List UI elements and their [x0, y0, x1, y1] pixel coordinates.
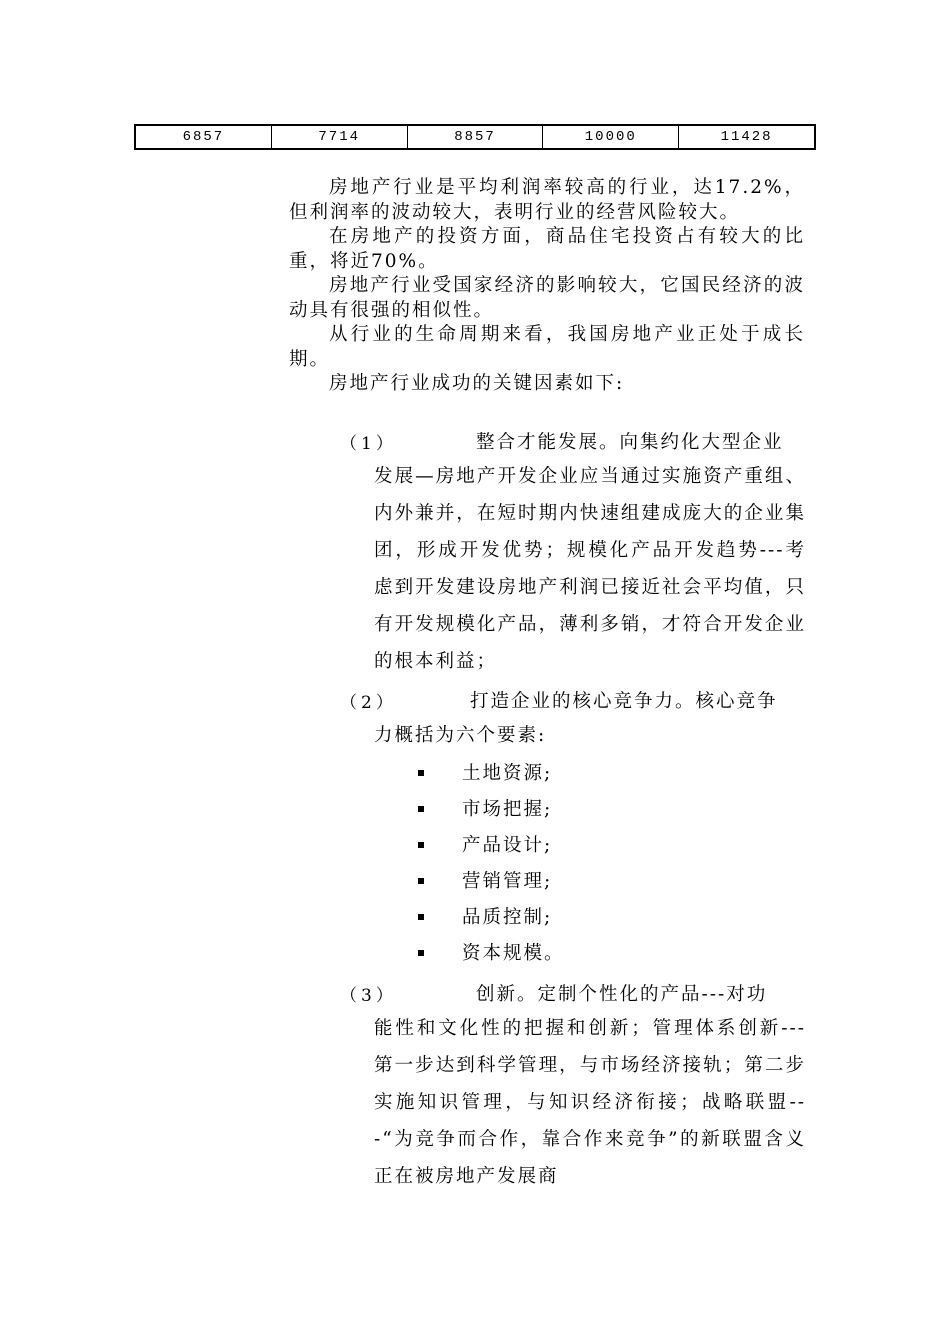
- table-cell: 10000: [543, 126, 679, 148]
- table-cell: 6857: [136, 126, 272, 148]
- bullet-item: 营销管理;: [462, 871, 553, 892]
- bullet-item: 土地资源;: [462, 763, 553, 784]
- table-cell: 8857: [408, 126, 544, 148]
- body-text: [289, 176, 805, 397]
- item-heading: 创新。定制个性化的产品---对功: [476, 984, 768, 1005]
- item-number: （1）: [340, 434, 397, 454]
- bullet-icon: [418, 770, 424, 776]
- bullet-icon: [418, 914, 424, 920]
- bullet-icon: [418, 842, 424, 848]
- bullet-icon: [418, 806, 424, 812]
- bullet-icon: [418, 878, 424, 884]
- data-table: [134, 124, 816, 150]
- item-heading: 整合才能发展。向集约化大型企业: [476, 432, 784, 453]
- table-cell: 11428: [720, 129, 773, 145]
- item-body: 发展—房地产开发企业应当通过实施资产重组、内外兼并，在短时期内快速组建成庞大的企业集团，形成开发优势；规模化产品开发趋势---考虑到开发建设房地产利润已接近社会平均值，只有开发规模化产品，薄利多销，才符合开发企业的根本利益；: [374, 466, 806, 672]
- paragraph: 从行业的生命周期来看，我国房地产业正处于成长期。: [289, 324, 805, 370]
- item-number: （2）: [340, 693, 397, 713]
- paragraph: 房地产行业受国家经济的影响较大，它国民经济的波动具有很强的相似性。: [289, 275, 805, 321]
- bullet-item: 产品设计;: [462, 835, 553, 856]
- bullet-item: 资本规模。: [462, 943, 565, 964]
- item-body: 力概括为六个要素:: [374, 725, 547, 746]
- bullet-item: 市场把握;: [462, 799, 553, 820]
- item-body: 能性和文化性的把握和创新；管理体系创新---第一步达到科学管理，与市场经济接轨；第二步实施知识管理，与知识经济衔接；战略联盟---“为竞争而合作，靠合作来竞争”的新联盟含义正在被房地产发展商: [374, 1018, 806, 1187]
- bullet-icon: [418, 950, 424, 956]
- bullet-item: 品质控制;: [462, 907, 553, 928]
- paragraph: 房地产行业成功的关键因素如下:: [329, 373, 625, 394]
- table-cell: 7714: [272, 126, 408, 148]
- item-number: （3）: [340, 986, 397, 1006]
- paragraph: 在房地产的投资方面，商品住宅投资占有较大的比重，将近70%。: [289, 226, 805, 272]
- paragraph: 房地产行业是平均利润率较高的行业，达17.2%，但利润率的波动较大，表明行业的经营风险较大。: [289, 177, 805, 223]
- item-heading: 打造企业的核心竞争力。核心竞争: [470, 691, 778, 712]
